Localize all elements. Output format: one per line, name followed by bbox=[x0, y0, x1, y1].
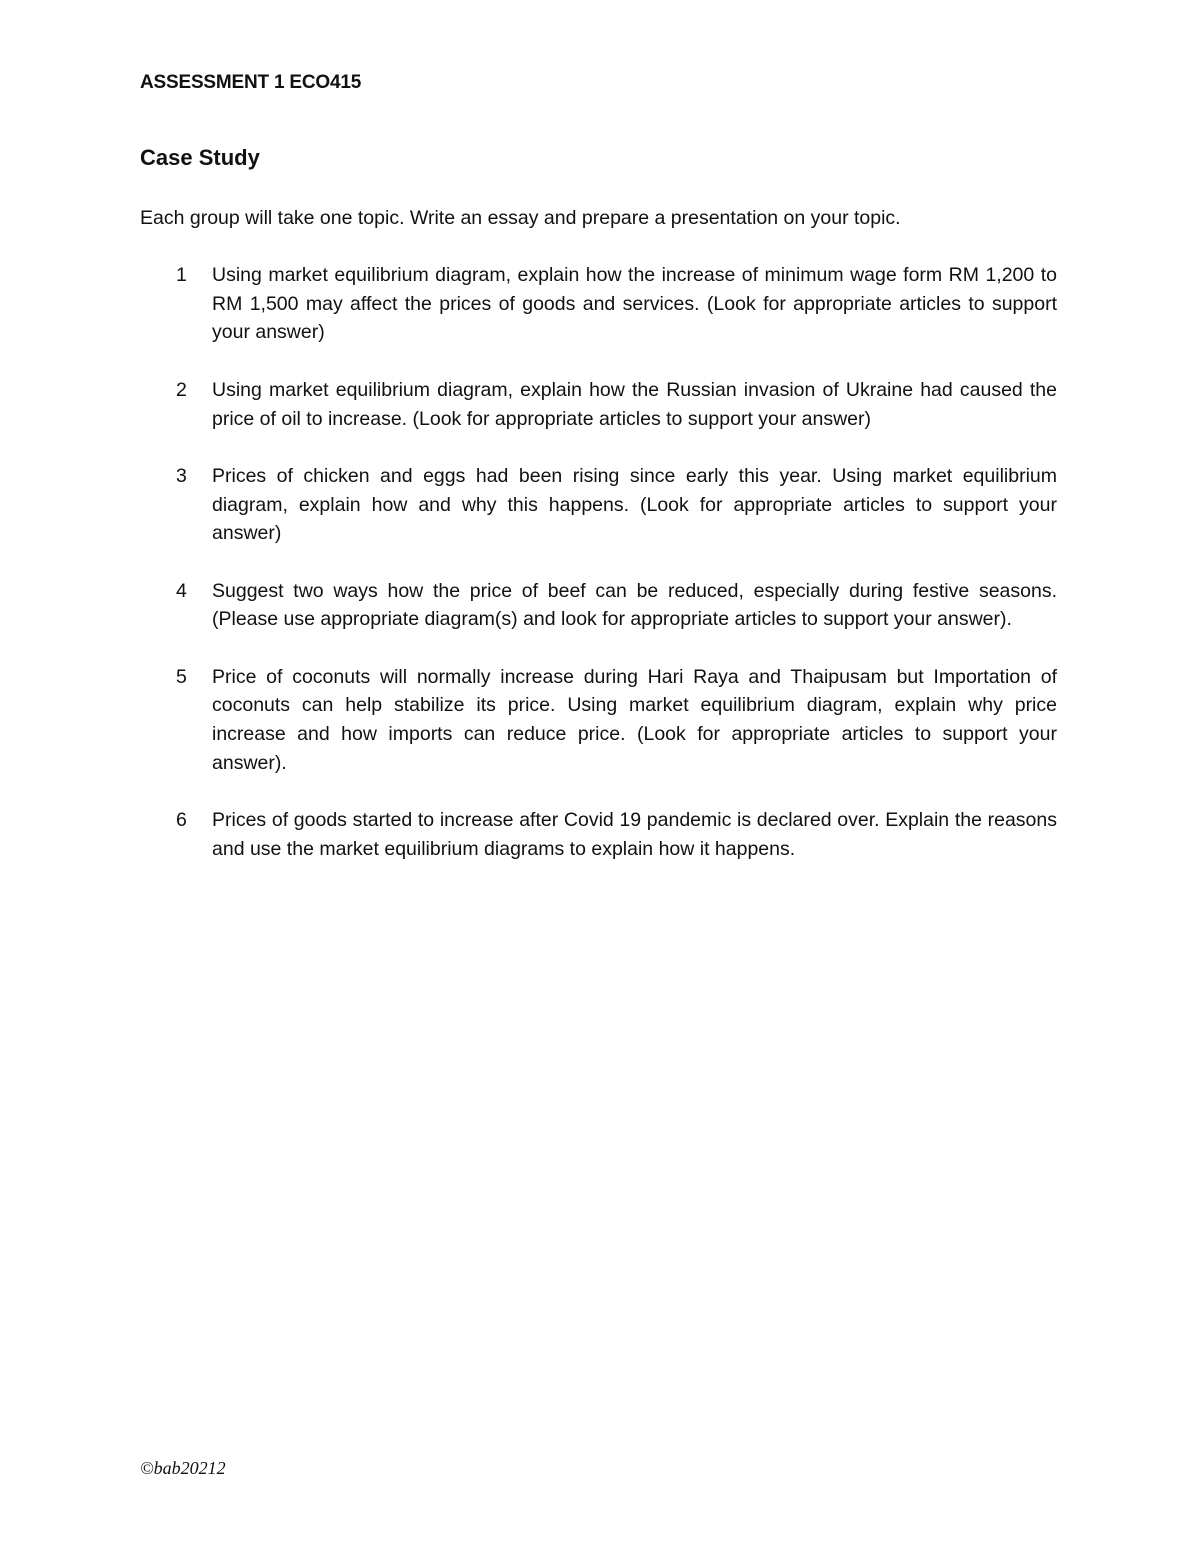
topic-text: Suggest two ways how the price of beef can be reduced, especially during festive seasons. (Please use appropriate diagram(s) and look for appropriate articles to support your answer). bbox=[212, 579, 1057, 631]
topic-text: Using market equilibrium diagram, explain how the increase of minimum wage form RM 1,200 to RM 1,500 may affect the prices of goods and services. (Look for appropriate articles to support your answer) bbox=[212, 264, 1057, 344]
section-heading: Case Study bbox=[140, 145, 260, 170]
topic-text: Using market equilibrium diagram, explain how the Russian invasion of Ukraine had caused the price of oil to increase. (Look for appropriate articles to support your answer) bbox=[212, 378, 1057, 430]
topic-number: 4 bbox=[176, 579, 187, 602]
footer-copyright: ©bab20212 bbox=[140, 1458, 226, 1478]
topic-item bbox=[140, 663, 1057, 778]
topic-number: 6 bbox=[176, 809, 187, 832]
topic-number: 1 bbox=[176, 264, 187, 286]
topic-number: 3 bbox=[176, 464, 187, 487]
intro-paragraph: Each group will take one topic. Write an essay and prepare a presentation on your topic. bbox=[140, 207, 901, 229]
topic-number: 2 bbox=[176, 378, 187, 401]
topic-item bbox=[140, 376, 1057, 433]
topic-item bbox=[140, 577, 1057, 634]
topic-item bbox=[140, 462, 1057, 548]
topic-text: Prices of goods started to increase after Covid 19 pandemic is declared over. Explain the reasons and use the market equilibrium diagrams to explain how it happens. bbox=[212, 809, 1057, 860]
topic-list bbox=[140, 261, 1057, 892]
topic-text: Prices of chicken and eggs had been rising since early this year. Using market equilibrium diagram, explain how and why this happens. (Look for appropriate articles to support your answer) bbox=[212, 464, 1057, 545]
topic-item bbox=[140, 261, 1057, 347]
topic-item bbox=[140, 806, 1057, 863]
topic-number: 5 bbox=[176, 665, 187, 688]
topic-text: Price of coconuts will normally increase during Hari Raya and Thaipusam but Importation of coconuts can help stabilize its price. Using market equilibrium diagram, explain why price increase and how imports can reduce price. (Look for appropriate articles to support your answer). bbox=[212, 665, 1057, 774]
document-title: ASSESSMENT 1 ECO415 bbox=[140, 72, 362, 93]
